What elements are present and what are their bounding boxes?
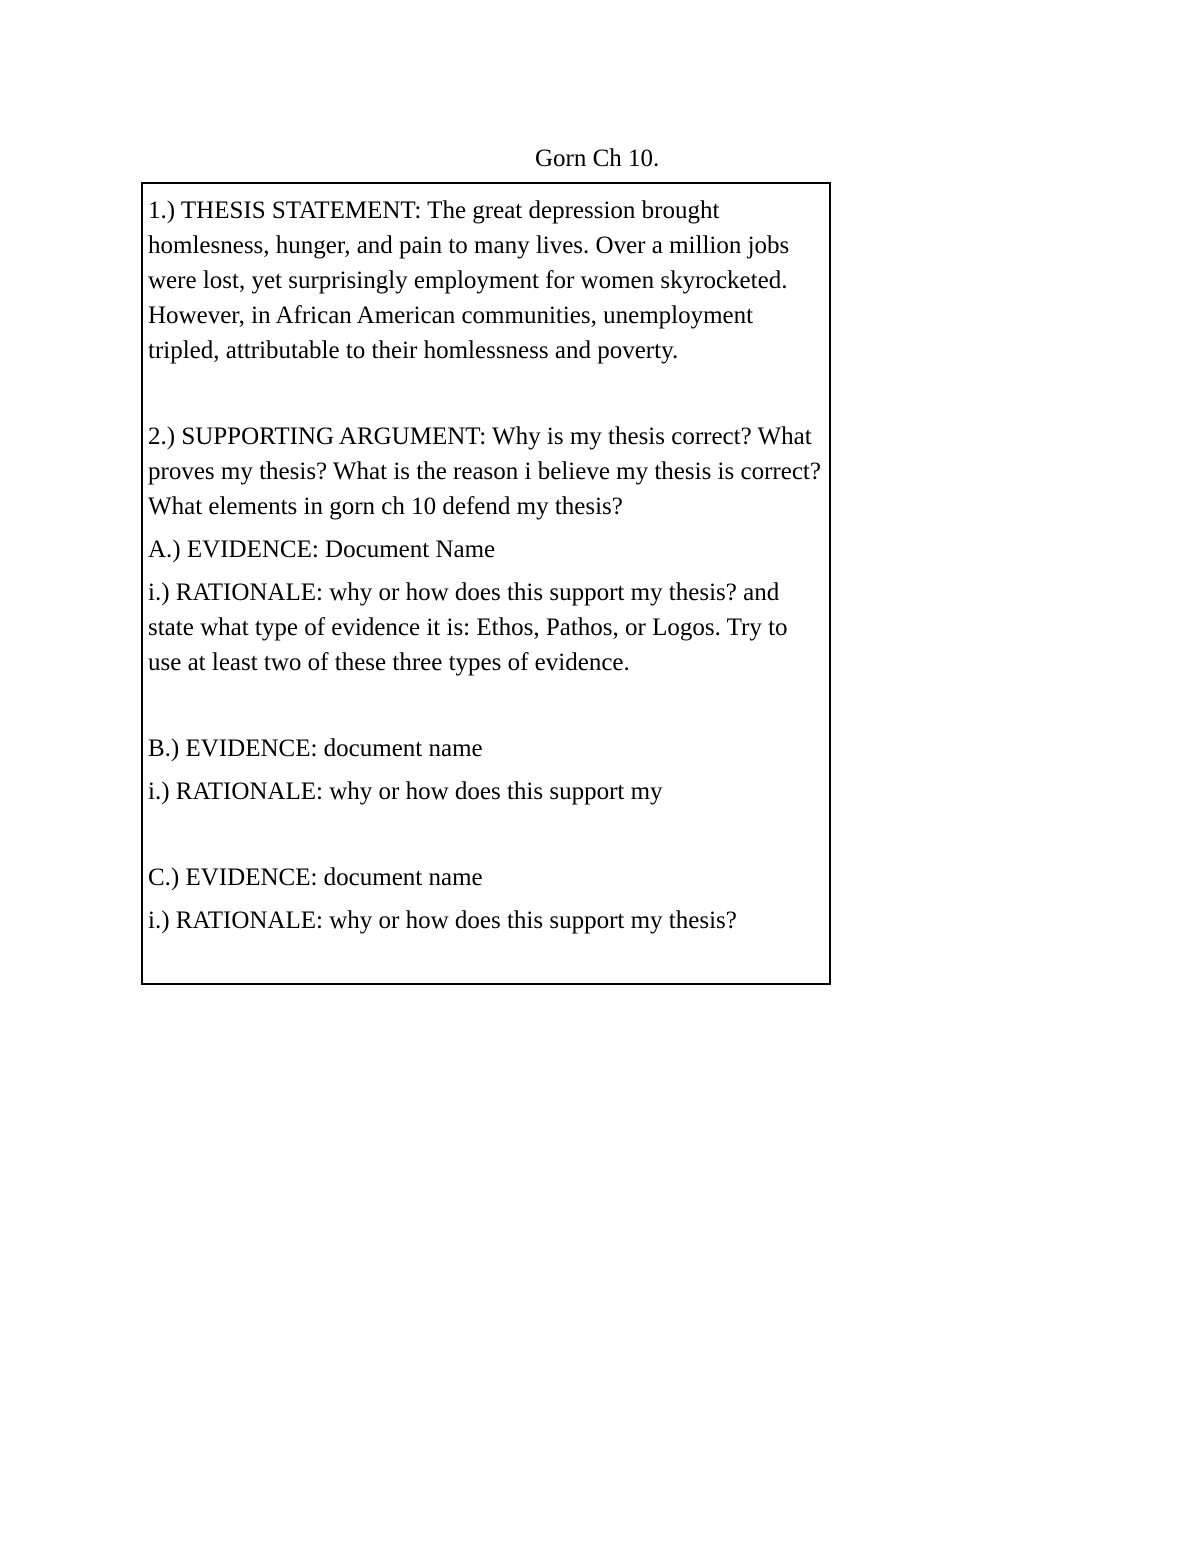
evidence-c: C.) EVIDENCE: document name: [148, 864, 483, 891]
evidence-a: A.) EVIDENCE: Document Name: [148, 536, 496, 563]
outline-box: [141, 182, 831, 985]
supporting-argument: 2.) SUPPORTING ARGUMENT: Why is my thesis correct? What proves my thesis? What is the reason i believe my thesis is correct? What elements in gorn ch 10 defend my thesis?: [148, 423, 821, 520]
rationale-a: i.) RATIONALE: why or how does this support my thesis? and state what type of evidence it is: Ethos, Pathos, or Logos. Try to use at least two of these three types of evidence.: [148, 579, 788, 676]
rationale-b: i.) RATIONALE: why or how does this support my: [148, 778, 663, 805]
page-title: Gorn Ch 10.: [535, 145, 660, 172]
evidence-b: B.) EVIDENCE: document name: [148, 735, 483, 762]
thesis-statement: 1.) THESIS STATEMENT: The great depression brought homlesness, hunger, and pain to many lives. Over a million jobs were lost, yet surprisingly employment for women skyrocketed. However, in African American communities, unemployment tripled, attributable to their homlessness and poverty.: [148, 197, 790, 364]
rationale-c: i.) RATIONALE: why or how does this support my thesis?: [148, 907, 737, 934]
